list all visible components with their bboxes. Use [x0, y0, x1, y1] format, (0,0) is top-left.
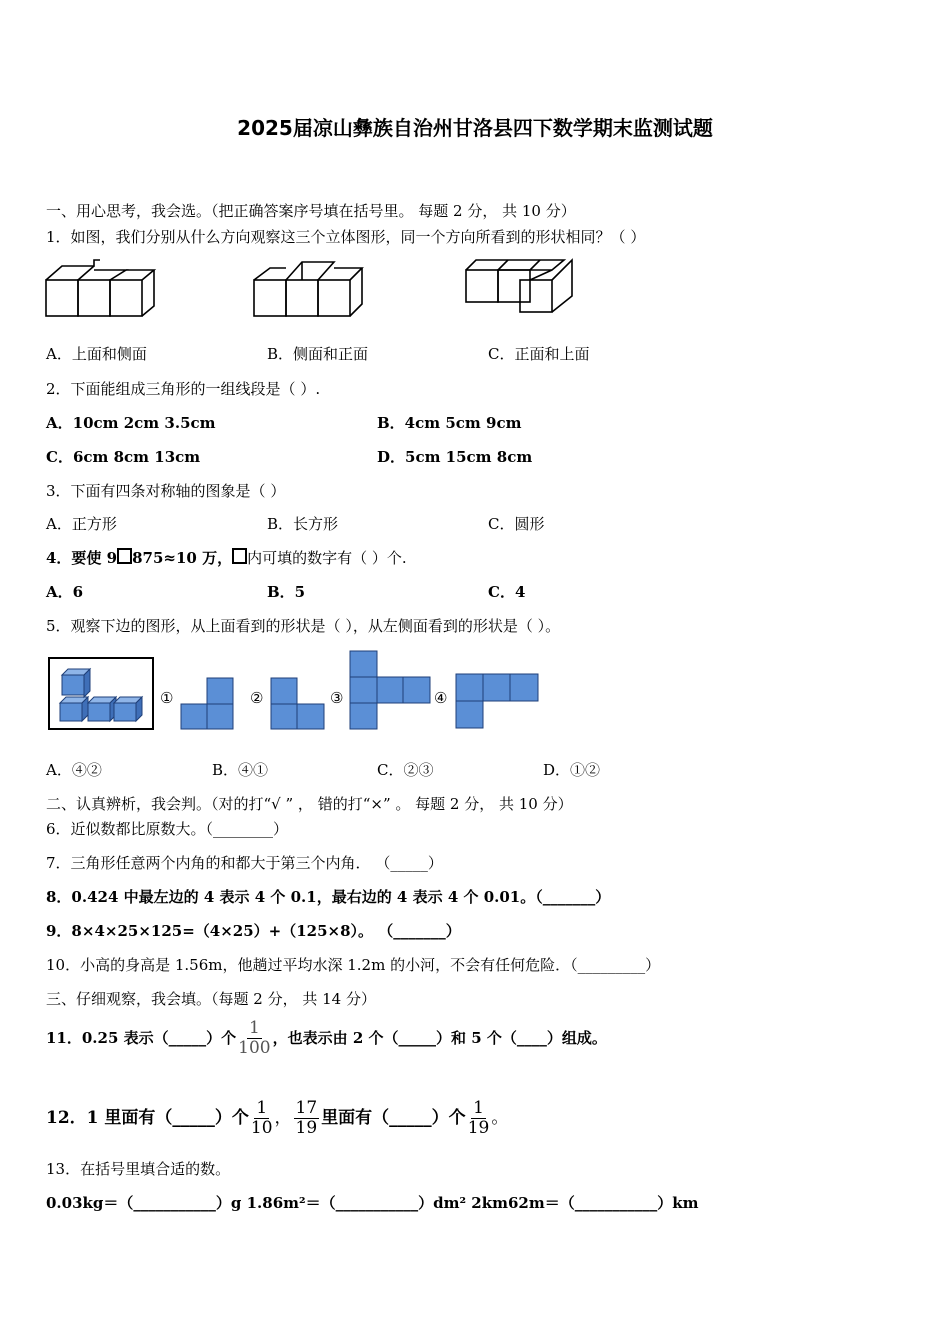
q12-f3-den: 19	[467, 1117, 490, 1138]
q1-figure-2	[252, 258, 367, 320]
q11	[46, 1015, 607, 1061]
q3-stem: 3．下面有四条对称轴的图象是（ ）	[46, 482, 286, 500]
q2-option-b[interactable]: B．4cm 5cm 9cm	[377, 414, 522, 432]
q12-mid: 里面有（_____）个	[321, 1108, 466, 1128]
q1-stem: 1．如图，我们分别从什么方向观察这三个立体图形，同一个方向所看到的形状相同？（ ）	[46, 228, 646, 246]
q5-stem: 5．观察下边的图形，从上面看到的形状是（ ），从左侧面看到的形状是（ ）。	[46, 617, 561, 635]
q5-option-d[interactable]: D．①②	[543, 761, 601, 779]
q5-figure-label-1: ①	[160, 689, 174, 707]
q5-option-a[interactable]: A．④②	[46, 761, 102, 779]
q11-fraction	[238, 1019, 270, 1058]
q12-fraction-2	[294, 1099, 320, 1138]
q4-stem-pre: 4．要使 9	[46, 549, 118, 567]
q5-3d-figure	[48, 657, 154, 730]
q1-figure-3	[464, 256, 579, 320]
q1-figure-1	[44, 258, 159, 320]
q5-figure-label-4: ④	[434, 689, 448, 707]
q2-option-d[interactable]: D．5cm 15cm 8cm	[377, 448, 533, 466]
q5-figure-label-2: ②	[250, 689, 264, 707]
q5-figure-3	[349, 650, 431, 730]
q5-figure-2	[270, 677, 325, 730]
q1-option-b[interactable]: B．侧面和正面	[267, 345, 369, 363]
q3-option-c[interactable]: C．圆形	[488, 515, 545, 533]
q1-option-a[interactable]: A．上面和侧面	[46, 345, 147, 363]
q10: 10．小高的身高是 1.56m，他趟过平均水深 1.2m 的小河，不会有任何危险．（_________）	[46, 956, 661, 974]
q3-option-a[interactable]: A．正方形	[46, 515, 117, 533]
section3-heading: 三、仔细观察，我会填。（每题 2 分， 共 14 分）	[46, 990, 376, 1008]
q13-line: 0.03kg＝（___________）g 1.86m²＝（___________）dm² 2km62m＝（___________）km	[46, 1194, 699, 1212]
q12-end: 。	[491, 1108, 509, 1128]
q12-fraction-1	[251, 1099, 273, 1138]
q5-option-b[interactable]: B．④①	[212, 761, 269, 779]
q12-f1-den: 10	[250, 1117, 273, 1138]
q4-stem-post: 875≈10 万，	[132, 549, 233, 567]
q1-option-c[interactable]: C．正面和上面	[488, 345, 590, 363]
q12-fraction-3	[468, 1099, 490, 1138]
q3-option-b[interactable]: B．长方形	[267, 515, 339, 533]
q5-figure-4	[455, 673, 539, 729]
q4-stem-end: 内可填的数字有（ ）个.	[247, 549, 407, 567]
q12-pre: 12．1 里面有（_____）个	[46, 1108, 249, 1128]
q13-stem: 13．在括号里填合适的数。	[46, 1160, 231, 1178]
q6: 6．近似数都比原数大。（________）	[46, 820, 289, 838]
q5-figure-1	[180, 677, 234, 730]
q7: 7．三角形任意两个内角的和都大于第三个内角． （_____）	[46, 854, 443, 872]
box-icon	[117, 548, 132, 564]
page-title: 2025届凉山彝族自治州甘洛县四下数学期末监测试题	[237, 116, 713, 140]
q12	[46, 1094, 508, 1142]
q2-option-c[interactable]: C．6cm 8cm 13cm	[46, 448, 201, 466]
q12-f2-num: 17	[295, 1097, 318, 1118]
q11-pre: 11．0.25 表示（_____）个	[46, 1029, 237, 1047]
q8: 8．0.424 中最左边的 4 表示 4 个 0.1，最右边的 4 表示 4 个 0.01。（_______）	[46, 888, 611, 906]
q11-fraction-den: 100	[238, 1037, 271, 1058]
q11-post: ，也表示由 2 个（_____）和 5 个（____）组成。	[272, 1029, 607, 1047]
q5-figure-label-3: ③	[330, 689, 344, 707]
q12-f2-den: 19	[295, 1117, 318, 1138]
q4-option-b[interactable]: B．5	[267, 583, 306, 601]
q12-f3-num: 1	[473, 1097, 484, 1118]
box-icon	[232, 548, 247, 564]
q4-option-a[interactable]: A．6	[46, 583, 84, 601]
q12-f1-num: 1	[256, 1097, 268, 1118]
q4-option-c[interactable]: C．4	[488, 583, 526, 601]
q12-sep: ，	[274, 1108, 292, 1128]
q9: 9．8×4×25×125=（4×25）+（125×8）。 （_______）	[46, 922, 461, 940]
q4-stem	[46, 548, 407, 568]
q11-fraction-num: 1	[248, 1017, 260, 1038]
section1-heading: 一、用心思考，我会选。（把正确答案序号填在括号里。 每题 2 分， 共 10 分）	[46, 202, 576, 220]
q5-option-c[interactable]: C．②③	[377, 761, 434, 779]
q2-option-a[interactable]: A．10cm 2cm 3.5cm	[46, 414, 216, 432]
section2-heading: 二、认真辨析，我会判。（对的打“√ ” ， 错的打“×” 。 每题 2 分， 共 10 分）	[46, 795, 573, 813]
q2-stem: 2．下面能组成三角形的一组线段是（ ）.	[46, 380, 321, 398]
